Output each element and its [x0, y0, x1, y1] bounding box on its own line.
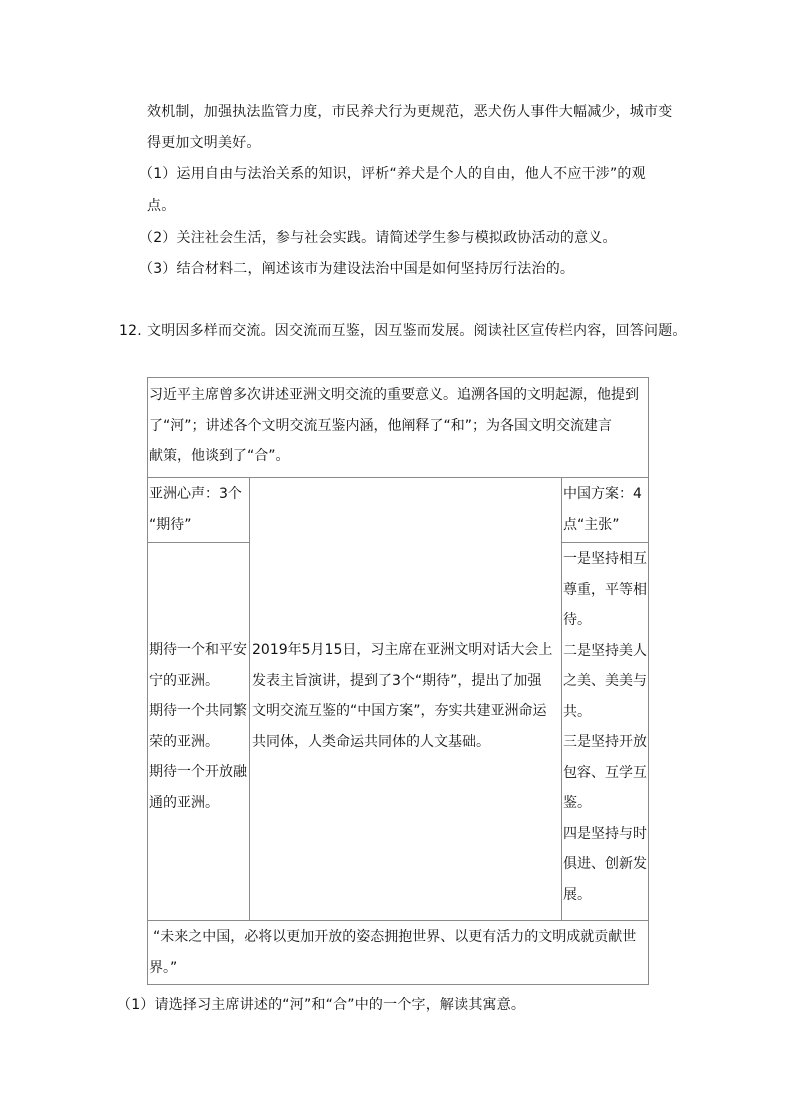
- intro-line-1: 效机制，加强执法监管力度，市民养犬行为更规范，恶犬伤人事件大幅减少，城市变: [147, 104, 673, 120]
- china-proposal-header-line: 点“主张”: [563, 516, 620, 533]
- quote-line: 界。”: [149, 959, 178, 976]
- proposal-line: 四是坚持与时: [563, 825, 647, 842]
- speech-description-cell: [251, 635, 561, 765]
- speech-line: 2019年5月15日，习主席在亚洲文明对话大会上: [252, 642, 553, 658]
- q11-sub2: （2）关注社会生活，参与社会实践。请简述学生参与模拟政协活动的意义。: [139, 230, 617, 246]
- table-top-cell: [148, 380, 648, 477]
- asia-expectations-cell: [148, 635, 249, 835]
- proposal-line: 之美、美美与: [563, 673, 647, 689]
- proposal-line: 一是坚持相互: [563, 551, 647, 567]
- proposal-line: 包容、互学互: [563, 764, 647, 781]
- table-divider-top-row: [148, 477, 648, 478]
- q11-sub1-line1: （1）运用自由与法治关系的知识，评析“养犬是个人的自由，他人不应干涉”的观: [139, 166, 646, 182]
- expectation-line: 期待一个和平安: [149, 642, 247, 658]
- proposal-line: 俱进、创新发: [563, 856, 647, 872]
- proposal-line: 尊重，平等相: [563, 581, 647, 598]
- question-12-text: 文明因多样而交流。因交流而互鉴，因互鉴而发展。阅读社区宣传栏内容，回答问题。: [147, 323, 687, 339]
- top-cell-line: 了“河”；讲述各个文明交流互鉴内涵，他阐释了“和”；为各国文明交流建言: [149, 417, 613, 434]
- proposal-line: 共。: [563, 703, 591, 720]
- expectation-line: 通的亚洲。: [149, 794, 219, 811]
- expectation-line: 荣的亚洲。: [149, 733, 219, 750]
- expectation-line: 期待一个共同繁: [149, 703, 247, 719]
- table-bottom-quote-cell: [148, 922, 648, 984]
- proposal-line: 展。: [563, 886, 591, 903]
- quote-line: “未来之中国，必将以更加开放的姿态拥抱世界、以更有活力的文明成就贡献世: [153, 929, 637, 945]
- q12-sub1: （1）请选择习主席讲述的“河”和“合”中的一个字，解读其寓意。: [117, 997, 526, 1013]
- question-12-number: 12.: [119, 323, 142, 339]
- q11-sub1-line2: 点。: [147, 198, 176, 214]
- q11-sub3: （3）结合材料二，阐述该市为建设法治中国是如何坚持厉行法治的。: [139, 261, 575, 277]
- proposal-line: 待。: [563, 612, 591, 628]
- bulletin-table: [147, 377, 649, 985]
- asia-voices-header-line: “期待”: [149, 516, 192, 533]
- proposal-line: 三是坚持开放: [563, 734, 647, 750]
- expectation-line: 期待一个开放融: [149, 764, 247, 780]
- speech-line: 文明交流互鉴的“中国方案”，夯实共建亚洲命运: [252, 703, 547, 719]
- proposal-line: 鉴。: [563, 795, 591, 811]
- table-divider-left-column: [249, 477, 250, 920]
- intro-line-2: 得更加文明美好。: [147, 135, 261, 151]
- speech-line: 共同体，人类命运共同体的人文基础。: [252, 733, 490, 750]
- top-cell-line: 献策，他谈到了“合”。: [149, 448, 290, 464]
- china-proposal-header: [562, 479, 648, 542]
- expectation-line: 宁的亚洲。: [149, 672, 219, 689]
- speech-line: 发表主旨演讲，提到了3个“期待”，提出了加强: [252, 672, 542, 689]
- asia-voices-header: [148, 479, 249, 542]
- table-divider-left-header: [148, 542, 250, 543]
- top-cell-line: 习近平主席曾多次讲述亚洲文明交流的重要意义。追溯各国的文明起源，他提到: [149, 387, 639, 403]
- china-proposals-cell: [562, 544, 648, 920]
- asia-voices-header-line: 亚洲心声：3个: [149, 486, 242, 502]
- table-divider-bottom-row: [148, 920, 648, 921]
- table-divider-right-header: [561, 542, 648, 543]
- proposal-line: 二是坚持美人: [563, 642, 647, 659]
- china-proposal-header-line: 中国方案：4: [563, 486, 642, 502]
